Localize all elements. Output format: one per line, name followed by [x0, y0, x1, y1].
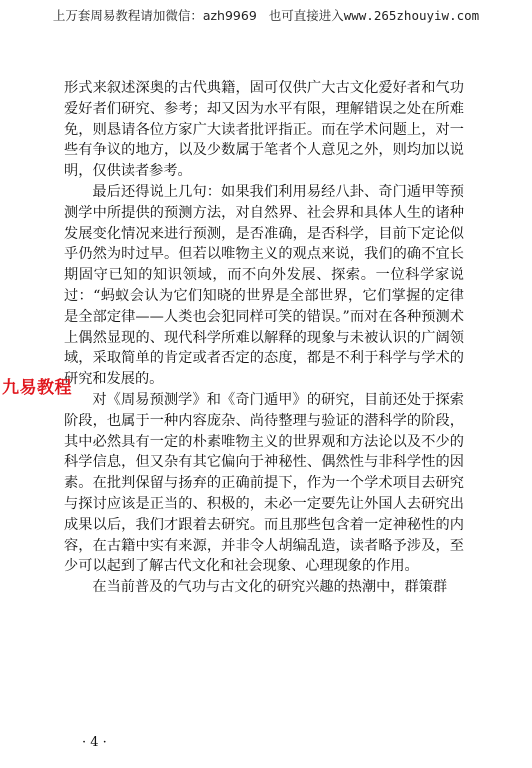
page-header-banner — [0, 6, 532, 24]
header-promo-text-2: 也可直接进入 — [268, 8, 344, 23]
header-promo-text: 上万套周易教程请加微信：azh9969 — [52, 8, 257, 23]
paragraph-3: 对《周易预测学》和《奇门遁甲》的研究，目前还处于探索阶段，也属于一种内容庞杂、尚待整理与验证的潜科学的阶段，其中必然具有一定的朴素唯物主义的世界观和方法论以及不少的科学信息，但又杂有其它偏向于神秘性、偶然性与非科学性的因素。在批判保留与扬弃的正确前提下，作为一个学术项目去研究与探讨应该是正当的、积极的，未必一定要先让外国人去研究出成果以后，我们才跟着去研究。而且那些包含着一定神秘性的内容，在古籍中实有来源，并非令人胡编乱造，读者略予涉及，至少可以起到了解古代文化和社会现象、心理现象的作用。 — [64, 391, 464, 575]
document-body — [64, 78, 464, 598]
header-site-link[interactable]: www.265zhouyiw.com — [343, 8, 480, 23]
paragraph-2: 最后还得说上几句：如果我们利用易经八卦、奇门遁甲等预测学中所提供的预测方法，对自然界、社会界和具体人生的诸种发展变化情况来进行预测，是否准确，是否科学，目前下定论似乎仍然为时过早。但若以唯物主义的观点来说，我们的确不宜长期固守已知的知识领域，而不向外发展、探索。一位科学家说过：“蚂蚁会认为它们知晓的世界是全部世界，它们掌握的定律是全部定律——人类也会犯同样可笑的错误。”而对在各种预测术上偶然显现的、现代科学所难以解释的现象与未被认识的广阔领域，采取简单的肯定或者否定的态度，都是不利于科学与学术的研究和发展的。 — [64, 183, 464, 388]
page-number: · 4 · — [82, 735, 107, 750]
watermark-logo-text: 九易教程 — [2, 378, 72, 398]
paragraph-4: 在当前普及的气功与古文化的研究兴趣的热潮中，群策群 — [92, 579, 448, 596]
paragraph-1: 形式来叙述深奥的古代典籍，固可仅供广大古文化爱好者和气功爱好者们研究、参考；却又因为水平有限，理解错误之处在所难免，则恳请各位方家广大读者批评指正。而在学术问题上，对一些有争议的地方，以及少数属于笔者个人意见之外，则均加以说明，仅供读者参考。 — [64, 80, 464, 180]
